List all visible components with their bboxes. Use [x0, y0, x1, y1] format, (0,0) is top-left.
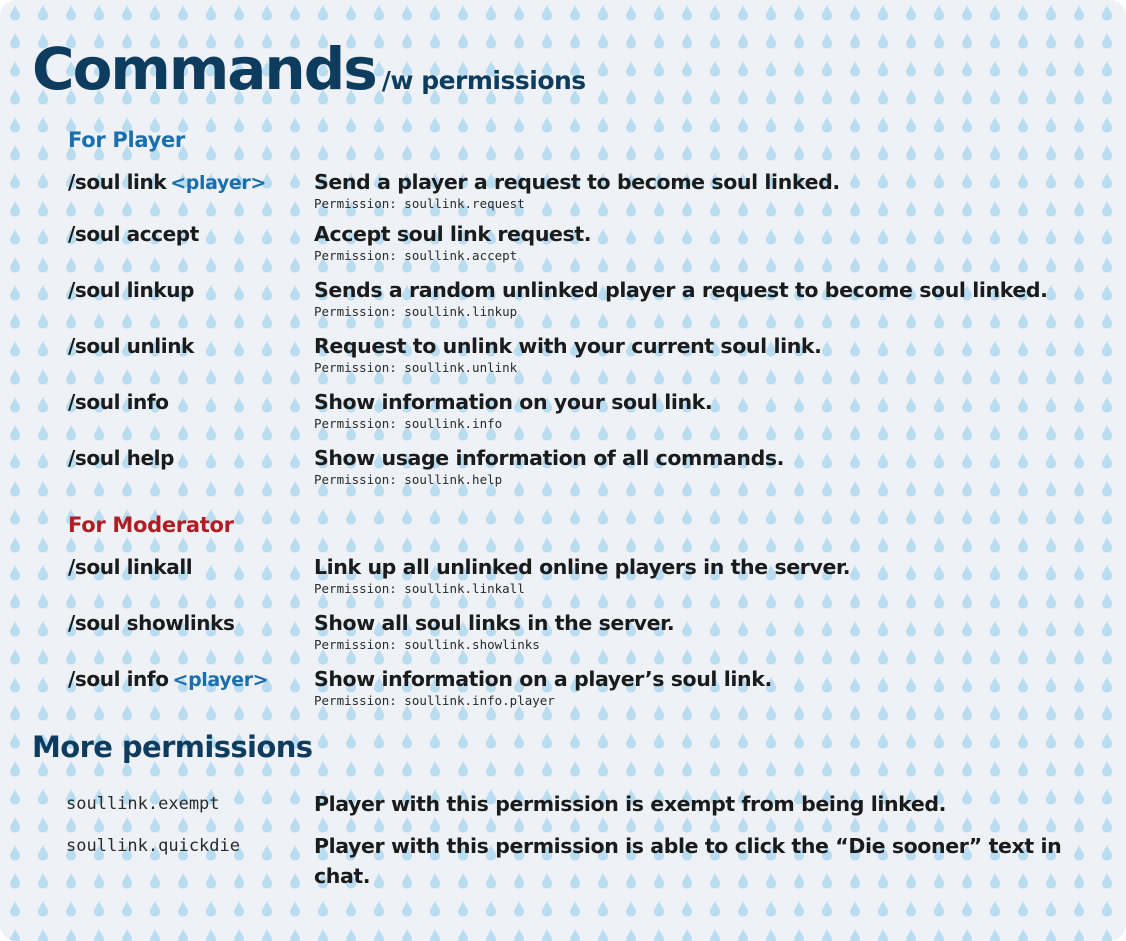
- command-permission: Permission: soullink.unlink: [314, 360, 518, 375]
- command-name: /soul showlinks: [68, 611, 235, 635]
- more-permissions-heading: More permissions: [32, 730, 313, 764]
- command-soul-linkall: [68, 555, 192, 579]
- command-soul-info: [68, 390, 169, 414]
- command-description: Show information on your soul link.: [314, 390, 713, 414]
- permission-description: Player with this permission is exempt from being linked.: [314, 792, 947, 816]
- command-description: Accept soul link request.: [314, 222, 592, 246]
- command-description: Show information on a player’s soul link.: [314, 667, 772, 691]
- command-soul-info-player: [68, 667, 268, 691]
- command-description: Send a player a request to become soul linked.: [314, 170, 840, 194]
- command-arg: <player>: [172, 669, 269, 691]
- command-permission: Permission: soullink.info.player: [314, 693, 555, 708]
- command-name: /soul linkall: [68, 555, 193, 579]
- command-soul-linkup: [68, 278, 194, 302]
- command-description: Show usage information of all commands.: [314, 446, 785, 470]
- permission-node: soullink.exempt: [66, 794, 220, 814]
- command-permission: Permission: soullink.request: [314, 196, 525, 211]
- command-permission: Permission: soullink.help: [314, 472, 503, 487]
- page-title: Commands: [32, 35, 376, 103]
- command-description: Show all soul links in the server.: [314, 611, 675, 635]
- command-soul-help: [68, 446, 174, 470]
- command-soul-showlinks: [68, 611, 235, 635]
- command-soul-link: [68, 170, 266, 194]
- permission-description: Player with this permission is able to click the “Die sooner” text in chat.: [314, 834, 1062, 888]
- command-soul-unlink: [68, 334, 194, 358]
- command-permission: Permission: soullink.info: [314, 416, 503, 431]
- command-name: /soul linkup: [68, 278, 195, 302]
- moderator-section-heading: For Moderator: [68, 513, 234, 537]
- command-name: /soul link: [68, 170, 167, 194]
- command-description: Request to unlink with your current soul link.: [314, 334, 822, 358]
- command-description: Sends a random unlinked player a request to become soul linked.: [314, 278, 1048, 302]
- command-name: /soul unlink: [68, 334, 194, 358]
- command-name: /soul help: [68, 446, 174, 470]
- command-permission: Permission: soullink.showlinks: [314, 637, 540, 652]
- command-permission: Permission: soullink.accept: [314, 248, 518, 263]
- command-permission: Permission: soullink.linkup: [314, 304, 518, 319]
- page-subtitle: /w permissions: [381, 66, 586, 95]
- command-arg: <player>: [170, 172, 266, 194]
- permission-node: soullink.quickdie: [66, 836, 240, 856]
- command-name: /soul accept: [68, 222, 199, 246]
- command-name: /soul info: [68, 390, 169, 414]
- command-name: /soul info: [68, 667, 169, 691]
- header: [32, 30, 586, 108]
- player-section-heading: For Player: [68, 128, 185, 152]
- command-soul-accept: [68, 222, 199, 246]
- command-permission: Permission: soullink.linkall: [314, 581, 525, 596]
- command-description: Link up all unlinked online players in the server.: [314, 555, 851, 579]
